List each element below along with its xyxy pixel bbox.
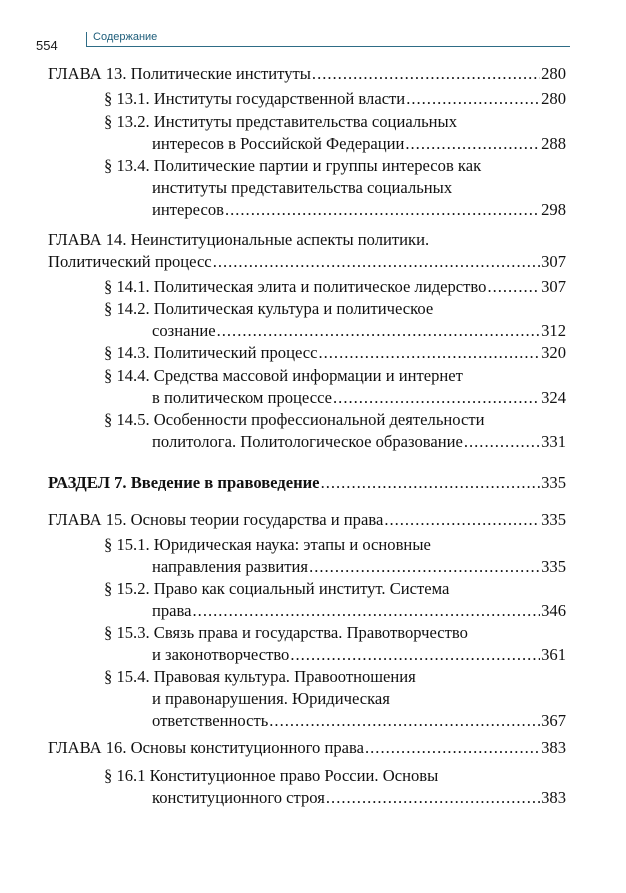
dot-leader xyxy=(217,320,541,342)
toc-page-number: 298 xyxy=(541,200,566,219)
toc-page-number: 307 xyxy=(541,252,566,271)
toc-entry-title: ГЛАВА 14. Неинституциональные аспекты политики. xyxy=(48,230,430,249)
dot-leader xyxy=(384,509,540,531)
toc-entry-title: § 15.3. Связь права и государства. Правотворчество xyxy=(104,623,468,642)
toc-entry-title-cont: в политическом процессе xyxy=(152,388,333,407)
dot-leader xyxy=(290,644,540,666)
toc-entry-title: § 13.2. Институты представительства социальных xyxy=(104,112,458,131)
dot-leader xyxy=(269,710,540,732)
toc-entry-title: § 15.1. Юридическая наука: этапы и основные xyxy=(104,535,431,554)
dot-leader xyxy=(326,787,540,809)
toc-page-number: 335 xyxy=(541,510,566,529)
dot-leader xyxy=(487,276,540,298)
toc-entry-title: § 14.2. Политическая культура и политическое xyxy=(104,299,434,318)
toc-entry-title: § 16.1 Конституционное право России. Основы xyxy=(104,766,439,785)
toc-entry-title: § 15.4. Правовая культура. Правоотношения xyxy=(104,667,416,686)
toc-entry-section-13-2 xyxy=(104,111,566,155)
toc-entry-title-cont: интересов в Российской Федерации xyxy=(152,134,405,153)
toc-entry-section-14-3 xyxy=(104,342,566,364)
dot-leader xyxy=(318,342,540,364)
toc-entry-title-cont: интересов xyxy=(152,200,224,219)
dot-leader xyxy=(365,737,540,759)
toc-entry-title: РАЗДЕЛ 7. Введение в правоведение xyxy=(48,473,320,492)
toc-page-number: 288 xyxy=(541,134,566,153)
toc-entry-section-14-4 xyxy=(104,365,566,409)
toc-entry-section-16-1 xyxy=(104,765,566,809)
toc-entry-part-7 xyxy=(48,472,566,494)
toc-page-number: 280 xyxy=(541,64,566,83)
toc-page-number: 324 xyxy=(541,388,566,407)
toc-entry-section-15-3 xyxy=(104,622,566,666)
toc-entry-title: § 14.4. Средства массовой информации и интернет xyxy=(104,366,463,385)
toc-entry-title-cont: ответственность xyxy=(152,711,269,730)
dot-leader xyxy=(406,88,540,110)
toc-entry-section-15-4 xyxy=(104,666,566,732)
toc-page-number: 335 xyxy=(541,473,566,492)
toc-entry-title: § 13.1. Институты государственной власти xyxy=(104,89,406,108)
dot-leader xyxy=(213,251,540,273)
dot-leader xyxy=(405,133,540,155)
toc-entry-title-cont: Политический процесс xyxy=(48,252,212,271)
toc-page-number: 280 xyxy=(541,89,566,108)
toc-page-number: 383 xyxy=(541,788,566,807)
toc-entry-title: § 13.4. Политические партии и группы интересов как xyxy=(104,156,482,175)
dot-leader xyxy=(225,199,540,221)
toc-entry-title-cont: сознание xyxy=(152,321,216,340)
toc-entry-title-cont: конституционного строя xyxy=(152,788,325,807)
toc-page-number: 331 xyxy=(541,432,566,451)
toc-entry-chapter-13 xyxy=(48,63,566,85)
toc-entry-chapter-14 xyxy=(48,229,566,273)
toc-page-number: 307 xyxy=(541,277,566,296)
toc-entry-title-cont: направления развития xyxy=(152,557,309,576)
toc-entry-section-14-1 xyxy=(104,276,566,298)
toc-entry-title-cont: институты представительства социальных xyxy=(152,178,453,197)
toc-entry-title-cont: и законотворчество xyxy=(152,645,290,664)
dot-leader xyxy=(333,387,540,409)
toc-entry-title: ГЛАВА 13. Политические институты xyxy=(48,64,311,83)
toc-page-number: 367 xyxy=(541,711,566,730)
dot-leader xyxy=(321,472,541,494)
toc-page-number: 361 xyxy=(541,645,566,664)
toc-page-number: 320 xyxy=(541,343,566,362)
toc-entry-section-14-2 xyxy=(104,298,566,342)
toc-entry-title-cont: права xyxy=(152,601,192,620)
dot-leader xyxy=(193,600,541,622)
toc-entry-title: § 14.3. Политический процесс xyxy=(104,343,318,362)
page-number: 554 xyxy=(36,38,58,53)
toc-page-number: 346 xyxy=(541,601,566,620)
toc-page-number: 383 xyxy=(541,738,566,757)
toc-entry-title-cont: и правонарушения. Юридическая xyxy=(152,689,390,708)
dot-leader xyxy=(312,63,540,85)
toc-entry-title: ГЛАВА 15. Основы теории государства и права xyxy=(48,510,384,529)
toc-page-number: 335 xyxy=(541,557,566,576)
toc-entry-section-13-4 xyxy=(104,155,566,221)
toc-page-number: 312 xyxy=(541,321,566,340)
toc-entry-title: § 15.2. Право как социальный институт. Система xyxy=(104,579,450,598)
toc-entry-section-15-2 xyxy=(104,578,566,622)
toc-entry-section-14-5 xyxy=(104,409,566,453)
dot-leader xyxy=(309,556,540,578)
section-title: Содержание xyxy=(93,31,158,43)
toc-entry-title: § 14.1. Политическая элита и политическое лидерство xyxy=(104,277,487,296)
dot-leader xyxy=(464,431,540,453)
toc-entry-chapter-15 xyxy=(48,509,566,531)
toc-entry-section-13-1 xyxy=(104,88,566,110)
toc-entry-title-cont: политолога. Политологическое образование xyxy=(152,432,463,451)
toc-entry-title: § 14.5. Особенности профессиональной деятельности xyxy=(104,410,485,429)
toc-entry-section-15-1 xyxy=(104,534,566,578)
toc-entry-title: ГЛАВА 16. Основы конституционного права xyxy=(48,738,364,757)
toc-entry-chapter-16 xyxy=(48,737,566,759)
